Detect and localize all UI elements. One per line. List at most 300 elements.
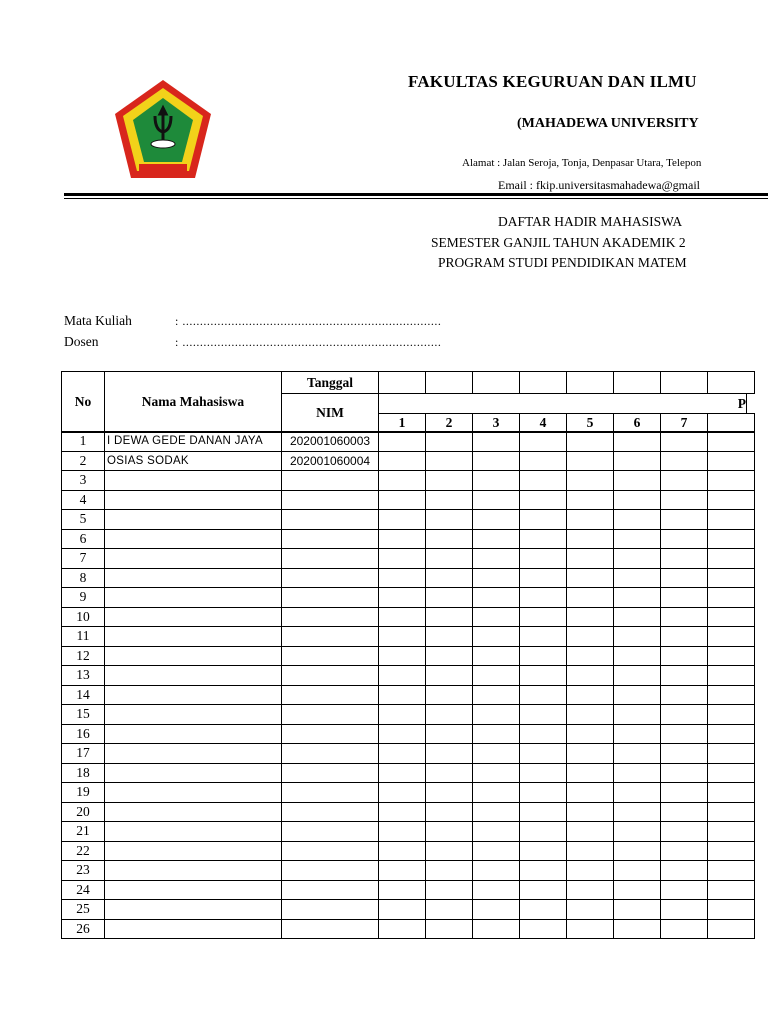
attendance-cell (519, 704, 567, 725)
student-name (104, 763, 282, 784)
attendance-cell (519, 763, 567, 784)
attendance-cell (378, 626, 426, 647)
attendance-cell (378, 665, 426, 686)
meeting-number: 6 (613, 413, 661, 433)
attendance-cell (660, 587, 708, 608)
attendance-cell (378, 607, 426, 628)
attendance-cell (519, 607, 567, 628)
student-name (104, 490, 282, 511)
attendance-cell (613, 568, 661, 589)
attendance-cell (472, 490, 520, 511)
attendance-cell (378, 899, 426, 920)
date-cell (613, 371, 661, 394)
attendance-cell (472, 802, 520, 823)
header-meeting: P (378, 393, 747, 414)
header-name: Nama Mahasiswa (104, 371, 282, 433)
attendance-cell (425, 782, 473, 803)
date-cell (425, 371, 473, 394)
meeting-number: 5 (566, 413, 614, 433)
attendance-cell (707, 665, 755, 686)
attendance-cell (613, 548, 661, 569)
student-name: OSIAS SODAK (104, 451, 282, 472)
attendance-cell (566, 548, 614, 569)
email-line: Email : fkip.universitasmahadewa@gmail (498, 178, 700, 192)
student-name (104, 548, 282, 569)
attendance-cell (519, 646, 567, 667)
student-nim (281, 860, 379, 881)
attendance-cell (660, 529, 708, 550)
attendance-cell (378, 529, 426, 550)
attendance-cell (378, 548, 426, 569)
attendance-cell (519, 431, 567, 452)
attendance-cell (566, 509, 614, 530)
row-number: 7 (61, 548, 105, 569)
attendance-cell (660, 548, 708, 569)
attendance-cell (472, 509, 520, 530)
student-name (104, 646, 282, 667)
attendance-cell (660, 665, 708, 686)
student-name (104, 470, 282, 491)
row-number: 9 (61, 587, 105, 608)
student-name (104, 860, 282, 881)
attendance-cell (472, 821, 520, 842)
student-nim (281, 919, 379, 940)
attendance-cell (378, 509, 426, 530)
header-nim: NIM (281, 393, 379, 433)
student-name (104, 587, 282, 608)
attendance-cell (472, 782, 520, 803)
attendance-cell (425, 685, 473, 706)
attendance-cell (566, 490, 614, 511)
attendance-cell (519, 899, 567, 920)
attendance-cell (613, 509, 661, 530)
attendance-cell (472, 607, 520, 628)
attendance-cell (707, 763, 755, 784)
attendance-cell (566, 431, 614, 452)
meeting-number: 3 (472, 413, 520, 433)
university-subtitle: (MAHADEWA UNIVERSITY (517, 116, 699, 131)
attendance-cell (519, 880, 567, 901)
attendance-cell (566, 451, 614, 472)
attendance-cell (519, 509, 567, 530)
row-number: 22 (61, 841, 105, 862)
attendance-cell (472, 646, 520, 667)
attendance-cell (707, 626, 755, 647)
course-row (64, 313, 441, 329)
attendance-cell (472, 685, 520, 706)
date-cell (566, 371, 614, 394)
attendance-cell (566, 665, 614, 686)
lecturer-label: Dosen (64, 334, 99, 349)
student-name (104, 743, 282, 764)
attendance-cell (613, 451, 661, 472)
course-value: : .......................................................................... (175, 314, 442, 328)
attendance-cell (519, 529, 567, 550)
date-cell (519, 371, 567, 394)
header-date: Tanggal (281, 371, 379, 394)
attendance-cell (425, 607, 473, 628)
attendance-cell (707, 607, 755, 628)
attendance-cell (660, 782, 708, 803)
meeting-number (707, 413, 755, 433)
attendance-cell (613, 763, 661, 784)
student-nim (281, 568, 379, 589)
student-nim (281, 529, 379, 550)
attendance-cell (378, 431, 426, 452)
attendance-cell (425, 880, 473, 901)
date-cell (472, 371, 520, 394)
student-nim (281, 607, 379, 628)
attendance-cell (378, 821, 426, 842)
student-name (104, 685, 282, 706)
attendance-cell (519, 451, 567, 472)
attendance-cell (519, 860, 567, 881)
attendance-cell (566, 626, 614, 647)
row-number: 6 (61, 529, 105, 550)
student-nim (281, 626, 379, 647)
attendance-cell (425, 587, 473, 608)
attendance-cell (566, 919, 614, 940)
attendance-cell (613, 685, 661, 706)
attendance-cell (613, 782, 661, 803)
attendance-cell (566, 704, 614, 725)
attendance-cell (660, 470, 708, 491)
row-number: 20 (61, 802, 105, 823)
meeting-number: 4 (519, 413, 567, 433)
row-number: 19 (61, 782, 105, 803)
header-no: No (61, 371, 105, 433)
attendance-cell (660, 860, 708, 881)
row-number: 21 (61, 821, 105, 842)
attendance-cell (425, 431, 473, 452)
attendance-cell (425, 821, 473, 842)
attendance-cell (519, 841, 567, 862)
attendance-cell (566, 568, 614, 589)
attendance-cell (472, 763, 520, 784)
attendance-cell (566, 763, 614, 784)
row-number: 18 (61, 763, 105, 784)
attendance-cell (613, 607, 661, 628)
attendance-cell (660, 919, 708, 940)
lecturer-value: : .......................................................................... (175, 335, 442, 349)
attendance-cell (566, 743, 614, 764)
row-number: 2 (61, 451, 105, 472)
attendance-cell (472, 626, 520, 647)
attendance-cell (566, 841, 614, 862)
attendance-cell (566, 587, 614, 608)
attendance-cell (472, 743, 520, 764)
attendance-cell (707, 568, 755, 589)
row-number: 11 (61, 626, 105, 647)
row-number: 12 (61, 646, 105, 667)
student-name (104, 899, 282, 920)
student-nim (281, 548, 379, 569)
attendance-cell (425, 860, 473, 881)
attendance-cell (613, 470, 661, 491)
attendance-cell (660, 607, 708, 628)
attendance-cell (613, 646, 661, 667)
row-number: 14 (61, 685, 105, 706)
document-semester: SEMESTER GANJIL TAHUN AKADEMIK 2 (431, 235, 686, 250)
student-nim (281, 899, 379, 920)
attendance-cell (660, 899, 708, 920)
student-nim: 202001060004 (281, 451, 379, 472)
attendance-cell (472, 568, 520, 589)
attendance-cell (707, 919, 755, 940)
attendance-cell (472, 665, 520, 686)
row-number: 15 (61, 704, 105, 725)
attendance-cell (425, 919, 473, 940)
attendance-cell (707, 704, 755, 725)
attendance-cell (519, 743, 567, 764)
attendance-cell (472, 470, 520, 491)
attendance-cell (707, 860, 755, 881)
attendance-cell (472, 841, 520, 862)
attendance-cell (472, 548, 520, 569)
student-nim (281, 587, 379, 608)
attendance-cell (378, 451, 426, 472)
attendance-cell (519, 724, 567, 745)
student-name (104, 704, 282, 725)
student-nim (281, 509, 379, 530)
attendance-cell (472, 431, 520, 452)
attendance-cell (378, 743, 426, 764)
attendance-cell (425, 529, 473, 550)
attendance-cell (472, 919, 520, 940)
faculty-title: FAKULTAS KEGURUAN DAN ILMU (408, 72, 697, 91)
student-name (104, 782, 282, 803)
attendance-cell (378, 490, 426, 511)
attendance-cell (519, 665, 567, 686)
attendance-cell (613, 919, 661, 940)
date-cell (707, 371, 755, 394)
attendance-cell (519, 587, 567, 608)
row-number: 5 (61, 509, 105, 530)
row-number: 25 (61, 899, 105, 920)
attendance-cell (613, 880, 661, 901)
attendance-cell (472, 880, 520, 901)
attendance-cell (378, 587, 426, 608)
student-name: I DEWA GEDE DANAN JAYA (104, 431, 282, 452)
attendance-cell (566, 724, 614, 745)
address-line: Alamat : Jalan Seroja, Tonja, Denpasar Utara, Telepon (462, 157, 702, 169)
attendance-cell (519, 490, 567, 511)
attendance-cell (519, 782, 567, 803)
attendance-cell (613, 587, 661, 608)
attendance-cell (707, 841, 755, 862)
attendance-cell (425, 802, 473, 823)
attendance-cell (378, 646, 426, 667)
attendance-cell (425, 646, 473, 667)
attendance-cell (660, 821, 708, 842)
attendance-cell (613, 724, 661, 745)
student-name (104, 919, 282, 940)
attendance-cell (425, 626, 473, 647)
attendance-cell (425, 568, 473, 589)
student-name (104, 724, 282, 745)
attendance-cell (378, 919, 426, 940)
attendance-cell (707, 646, 755, 667)
attendance-cell (425, 724, 473, 745)
attendance-cell (519, 821, 567, 842)
header-rule-thick (64, 193, 768, 196)
university-logo (111, 78, 215, 182)
attendance-cell (613, 704, 661, 725)
row-number: 24 (61, 880, 105, 901)
student-name (104, 841, 282, 862)
student-nim (281, 665, 379, 686)
attendance-cell (378, 782, 426, 803)
attendance-cell (566, 802, 614, 823)
attendance-cell (613, 665, 661, 686)
attendance-cell (707, 821, 755, 842)
attendance-cell (707, 782, 755, 803)
row-number: 17 (61, 743, 105, 764)
attendance-cell (707, 743, 755, 764)
attendance-cell (425, 841, 473, 862)
attendance-cell (472, 704, 520, 725)
attendance-cell (660, 451, 708, 472)
student-nim (281, 841, 379, 862)
attendance-cell (613, 529, 661, 550)
attendance-cell (660, 743, 708, 764)
attendance-cell (707, 899, 755, 920)
attendance-cell (472, 899, 520, 920)
attendance-cell (519, 626, 567, 647)
attendance-cell (660, 646, 708, 667)
student-name (104, 568, 282, 589)
attendance-cell (378, 568, 426, 589)
student-nim (281, 763, 379, 784)
attendance-cell (660, 704, 708, 725)
student-nim (281, 802, 379, 823)
attendance-cell (707, 470, 755, 491)
student-nim (281, 470, 379, 491)
student-nim (281, 782, 379, 803)
attendance-cell (425, 763, 473, 784)
attendance-cell (519, 548, 567, 569)
attendance-cell (425, 704, 473, 725)
row-number: 26 (61, 919, 105, 940)
attendance-cell (660, 626, 708, 647)
attendance-cell (707, 431, 755, 452)
meeting-number: 1 (378, 413, 426, 433)
attendance-cell (566, 607, 614, 628)
student-nim: 202001060003 (281, 431, 379, 452)
student-nim (281, 724, 379, 745)
attendance-cell (613, 841, 661, 862)
attendance-cell (660, 880, 708, 901)
attendance-cell (660, 685, 708, 706)
attendance-cell (472, 724, 520, 745)
student-name (104, 802, 282, 823)
attendance-cell (519, 802, 567, 823)
student-name (104, 509, 282, 530)
attendance-cell (660, 802, 708, 823)
student-name (104, 880, 282, 901)
lecturer-row (64, 334, 441, 350)
date-cell (660, 371, 708, 394)
attendance-cell (707, 509, 755, 530)
attendance-cell (613, 802, 661, 823)
student-nim (281, 685, 379, 706)
attendance-cell (566, 470, 614, 491)
course-label: Mata Kuliah (64, 313, 132, 328)
attendance-cell (519, 470, 567, 491)
row-number: 1 (61, 431, 105, 452)
attendance-cell (519, 568, 567, 589)
attendance-cell (613, 431, 661, 452)
attendance-cell (566, 529, 614, 550)
row-number: 23 (61, 860, 105, 881)
attendance-cell (519, 919, 567, 940)
row-number: 10 (61, 607, 105, 628)
attendance-cell (707, 724, 755, 745)
attendance-cell (707, 490, 755, 511)
student-nim (281, 743, 379, 764)
attendance-cell (660, 763, 708, 784)
attendance-cell (613, 626, 661, 647)
date-cell (378, 371, 426, 394)
attendance-cell (378, 880, 426, 901)
attendance-cell (566, 646, 614, 667)
meeting-number: 2 (425, 413, 473, 433)
attendance-cell (707, 880, 755, 901)
attendance-cell (425, 451, 473, 472)
attendance-cell (660, 724, 708, 745)
attendance-cell (613, 899, 661, 920)
attendance-cell (472, 860, 520, 881)
student-name (104, 665, 282, 686)
student-name (104, 821, 282, 842)
attendance-cell (378, 860, 426, 881)
attendance-cell (566, 880, 614, 901)
attendance-cell (425, 665, 473, 686)
student-nim (281, 821, 379, 842)
attendance-cell (613, 821, 661, 842)
student-name (104, 529, 282, 550)
attendance-cell (519, 685, 567, 706)
student-nim (281, 646, 379, 667)
attendance-cell (566, 899, 614, 920)
attendance-cell (378, 841, 426, 862)
student-name (104, 626, 282, 647)
attendance-cell (425, 548, 473, 569)
row-number: 13 (61, 665, 105, 686)
attendance-cell (613, 490, 661, 511)
attendance-cell (660, 431, 708, 452)
attendance-cell (613, 860, 661, 881)
attendance-cell (566, 821, 614, 842)
row-number: 8 (61, 568, 105, 589)
row-number: 3 (61, 470, 105, 491)
attendance-cell (613, 743, 661, 764)
header-rule-thin (64, 198, 768, 199)
attendance-cell (707, 802, 755, 823)
attendance-cell (425, 899, 473, 920)
row-number: 16 (61, 724, 105, 745)
attendance-cell (566, 685, 614, 706)
attendance-cell (425, 470, 473, 491)
attendance-cell (378, 802, 426, 823)
attendance-cell (472, 587, 520, 608)
row-number: 4 (61, 490, 105, 511)
student-nim (281, 490, 379, 511)
attendance-cell (378, 470, 426, 491)
attendance-cell (378, 763, 426, 784)
document-program: PROGRAM STUDI PENDIDIKAN MATEM (438, 255, 687, 270)
attendance-cell (660, 841, 708, 862)
